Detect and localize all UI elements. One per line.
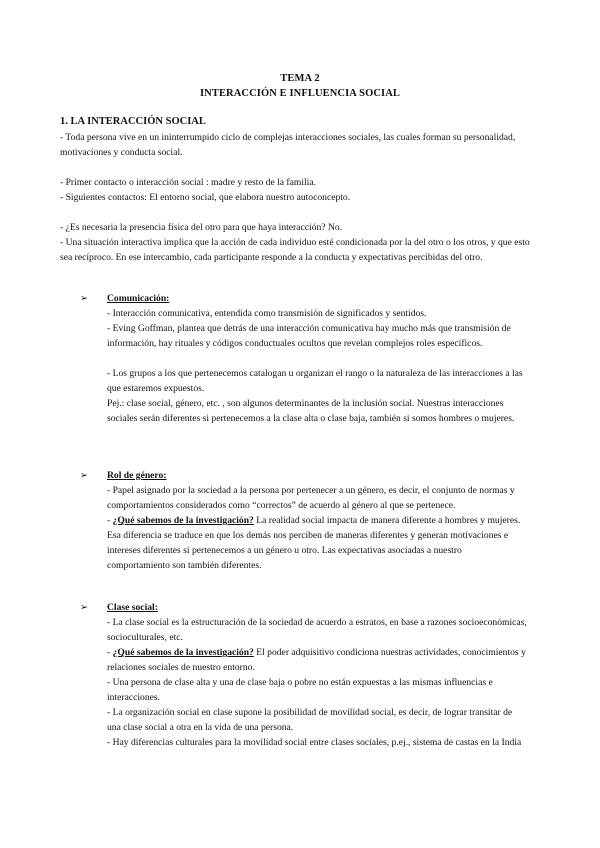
paragraph: - Una situación interactiva implica que la acción de cada individuo esté condicionada por la del otro o los otros, y que esto sea recíproco. En ese intercambio, cada participante responde a la conducta y expectativas percibidas del otro.	[60, 237, 530, 263]
paragraph: - ¿Es necesaria la presencia física del otro para que haya interacción? No.	[60, 222, 343, 233]
list-item-text: La realidad social impacta de manera diferente a hombres y mujeres. Esa diferencia se traduce en que los demás nos perciben de maneras diferentes y generan motivaciones e intereses diferentes si pertenecemos a un género u otro. Las expectativas asociadas a nuestro comportamiento son también diferentes.	[107, 515, 521, 571]
paragraph: - Primer contacto o interacción social : madre y resto de la familia.	[60, 177, 317, 188]
investigation-label: ¿Qué sabemos de la investigación?	[112, 515, 254, 526]
section-1-body	[60, 130, 538, 265]
genero-body	[107, 483, 527, 573]
list-item: - ¿Qué sabemos de la investigación? El poder adquisitivo condiciona nuestras actividades, conocimientos y relaciones sociales de nuestro entorno.	[107, 647, 526, 673]
investigation-label: ¿Qué sabemos de la investigación?	[112, 647, 254, 658]
list-item: Pej.: clase social, género, etc. , son algunos determinantes de la inclusión social. Nuestras interacciones sociales serán diferentes si pertenecemos a la clase alta o clase baja, también si somos hombres o mujeres.	[107, 398, 515, 424]
list-item: - Una persona de clase alta y una de clase baja o pobre no están expuestas a las mismas influencias e interacciones.	[107, 677, 493, 703]
arrow-bullet-icon: ➢	[80, 602, 89, 613]
list-item-text: El poder adquisitivo condiciona nuestras actividades, conocimientos y relaciones sociales de nuestro entorno.	[107, 647, 526, 673]
clase-heading-label: Clase social:	[107, 602, 158, 613]
list-item: - Eving Goffman, plantea que detrás de una interacción comunicativa hay mucho más que transmisión de información, hay rituales y códigos conductuales ocultos que revelan complejos roles específicos.	[107, 323, 511, 349]
list-item: - Los grupos a los que pertenecemos catalogan u organizan el rango o la naturaleza de las interacciones a las que estaremos expuestos.	[107, 368, 523, 394]
list-item: - Hay diferencias culturales para la movilidad social entre clases sociales, p.ej., sistema de castas en la India	[107, 737, 522, 748]
paragraph: - Toda persona vive en un ininterrumpido ciclo de complejas interacciones sociales, las cuales forman su personalidad, motivaciones y conducta social.	[60, 132, 516, 158]
doc-subtitle: INTERACCIÓN E INFLUENCIA SOCIAL	[199, 88, 400, 99]
doc-title: TEMA 2	[280, 73, 320, 84]
list-item: - Interacción comunicativa, entendida como transmisión de significados y sentidos.	[107, 308, 427, 319]
comunicacion-heading-label: Comunicación:	[107, 293, 170, 304]
genero-heading	[80, 468, 167, 483]
clase-body	[107, 615, 527, 750]
list-item: - ¿Qué sabemos de la investigación? La realidad social impacta de manera diferente a hombres y mujeres. Esa diferencia se traduce en que los demás nos perciben de maneras diferentes y generan motivaciones e intereses diferentes si pertenecemos a un género u otro. Las expectativas asociadas a nuestro comportamiento son también diferentes.	[107, 515, 521, 571]
comunicacion-heading	[80, 291, 169, 306]
comunicacion-body	[107, 306, 527, 426]
list-item: - Papel asignado por la sociedad a la persona por pertenecer a un género, es decir, el conjunto de normas y comportamientos considerados como “correctos” de acuerdo al género al que se pertenece.	[107, 485, 515, 511]
clase-heading	[80, 600, 158, 615]
list-item: - La clase social es la estructuración de la sociedad de acuerdo a estratos, en base a razones socioeconómicas, socioculturales, etc.	[107, 617, 527, 643]
arrow-bullet-icon: ➢	[80, 293, 89, 304]
paragraph: - Siguientes contactos: El entorno social, que elabora nuestro autoconcepto.	[60, 192, 351, 203]
arrow-bullet-icon: ➢	[80, 470, 89, 481]
list-item: - La organización social en clase supone la posibilidad de movilidad social, es decir, de lograr transitar de una clase social a otra en la vida de una persona.	[107, 707, 513, 733]
genero-heading-label: Rol de género:	[107, 470, 167, 481]
section-heading: 1. LA INTERACCIÓN SOCIAL	[60, 116, 206, 127]
